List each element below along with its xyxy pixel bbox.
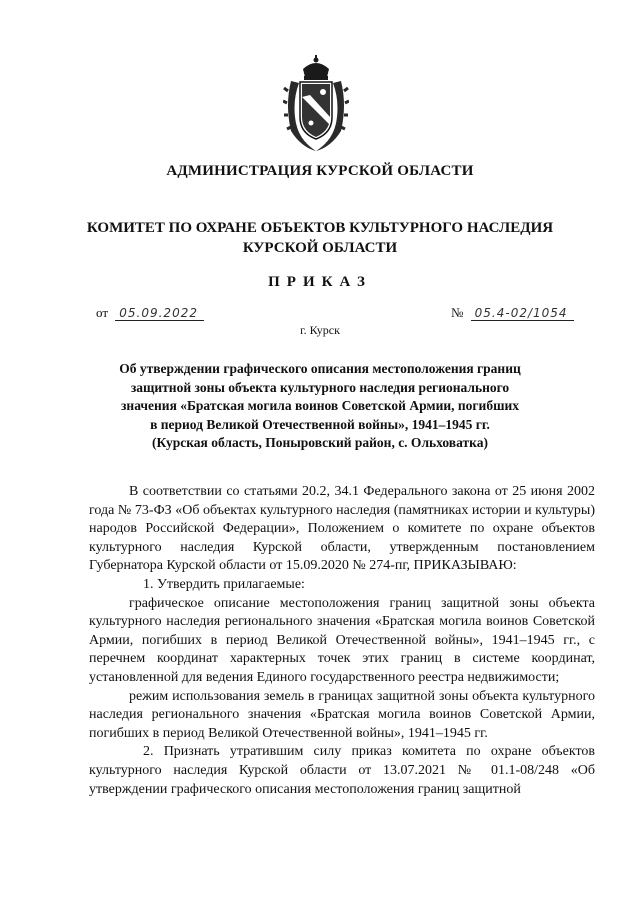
- subject-line: в период Великой Отечественной войны», 1941–1945 гг.: [150, 416, 490, 432]
- subject-line: защитной зоны объекта культурного наследия регионального: [130, 379, 510, 395]
- body-paragraph-preamble: В соответствии со статьями 20.2, 34.1 Федерального закона от 25 июня 2002 года № 73-ФЗ «Об объектах культурного наследия (памятниках истории и культуры) народов Российской Федерации», Положением о комитете по охране объектов культурного наследия Курской области, утвержденным постановлением Губернатора Курской области от 15.09.2020 № 274-пг, ПРИКАЗЫВАЮ:: [89, 484, 595, 574]
- number-value: 05.4-02/1054: [471, 306, 574, 321]
- committee-heading: [0, 218, 640, 258]
- body-paragraph-item-2: 2. Признать утратившим силу приказ комитета по охране объектов культурного наследия Курской области от 13.07.2021 № 01.1-08/248 «Об утверждении графического описания местоположения границ защитной: [89, 744, 595, 797]
- city-label: г. Курск: [300, 323, 340, 337]
- order-body: [89, 483, 595, 799]
- order-number: [451, 305, 574, 321]
- date-value: 05.09.2022: [115, 306, 204, 321]
- subject-line: (Курская область, Поныровский район, с. Ольховатка): [152, 435, 488, 450]
- body-paragraph-item-1b: режим использования земель в границах защитной зоны объекта культурного наследия регионального значения «Братская могила воинов Советской Армии, погибших в период Великой Отечественной войны», 1941–1945 гг.: [89, 688, 595, 741]
- order-date: [96, 305, 204, 321]
- subject-line: Об утверждении графического описания местоположения границ: [119, 361, 521, 376]
- coat-of-arms-emblem: [283, 55, 349, 153]
- administration-heading: АДМИНИСТРАЦИЯ КУРСКОЙ ОБЛАСТИ: [166, 163, 474, 179]
- date-prefix: от: [96, 305, 109, 320]
- committee-heading-line2: КУРСКОЙ ОБЛАСТИ: [242, 240, 398, 256]
- body-paragraph-item-1a: графическое описание местоположения границ защитной зоны объекта культурного наследия регионального значения «Братская могила воинов Советской Армии, погибших в период Великой Отечественной войны», 1941–1945 гг., с перечнем координат характерных точек этих границ в системе координат, установленной для ведения Единого государственного реестра недвижимости;: [89, 595, 595, 685]
- number-prefix: №: [451, 305, 464, 320]
- subject-line: значения «Братская могила воинов Советской Армии, погибших: [121, 398, 519, 413]
- order-title: ПРИКАЗ: [268, 274, 372, 290]
- body-paragraph-item-1: 1. Утвердить прилагаемые:: [143, 576, 305, 592]
- committee-heading-line1: КОМИТЕТ ПО ОХРАНЕ ОБЪЕКТОВ КУЛЬТУРНОГО НАСЛЕДИЯ: [86, 220, 554, 236]
- order-subject: [95, 360, 545, 453]
